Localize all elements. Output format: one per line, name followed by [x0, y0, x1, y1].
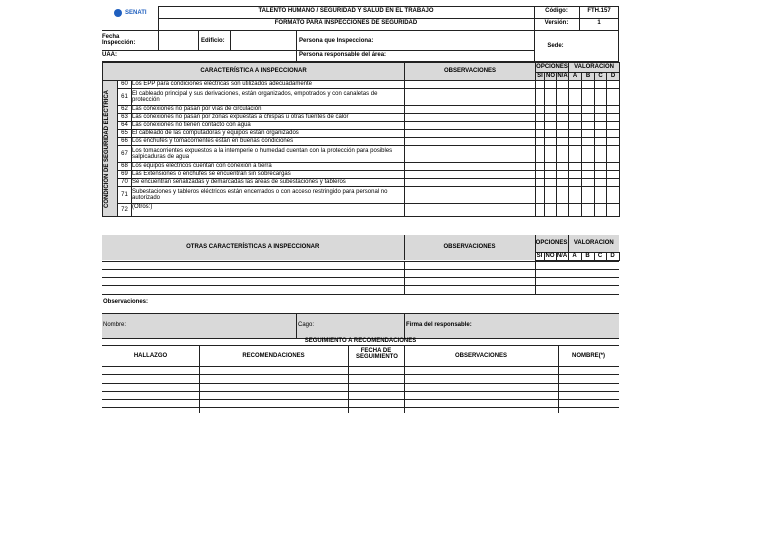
form-title-line2: FORMATO PARA INSPECCIONES DE SEGURIDAD [274, 20, 418, 26]
observacion-cell[interactable] [405, 138, 536, 146]
code-value: FTH.157 [587, 8, 611, 14]
item-number: 66 [118, 138, 132, 146]
table-row [103, 163, 620, 171]
opt-na-2: N/A [556, 252, 568, 259]
observacion-cell[interactable] [405, 171, 536, 179]
table-row [103, 106, 620, 114]
table-row [103, 130, 620, 138]
nombre-label: Nombre: [103, 322, 127, 328]
fecha-inspeccion-label: Fecha Inspección: [102, 34, 136, 46]
val-a-2: A [568, 252, 581, 260]
opt-si-2: SI [536, 252, 543, 259]
col-fecha-seguimiento: FECHA DE SEGUIMIENTO [356, 348, 398, 360]
item-text: Los EPP para condiciones eléctricas son utilizados adecuadamente [132, 81, 405, 89]
observacion-cell[interactable] [405, 146, 536, 163]
item-text: Las Extensiones o enchufes se encuentran sin sobrecargas [132, 171, 405, 179]
table-row [103, 122, 620, 130]
table-row [103, 89, 620, 106]
opt-no: NO [546, 73, 555, 80]
edificio-label: Edificio: [201, 38, 225, 44]
col-hallazgo: HALLAZGO [133, 353, 168, 359]
senati-logo [114, 9, 156, 18]
col-nombre: NOMBRE(*) [572, 353, 605, 359]
item-number: 72 [118, 204, 132, 217]
persona-inspecciona-label: Persona que Inspecciona: [299, 38, 374, 44]
vertical-category-label: CONDICIÓN DE SEGURIDAD ELÉCTRICA [104, 89, 110, 208]
val-b-2: B [581, 252, 594, 260]
item-number: 64 [118, 122, 132, 130]
item-number: 62 [118, 106, 132, 114]
other-inspection-table [102, 235, 620, 261]
col-observaciones: OBSERVACIONES [454, 353, 508, 359]
item-number: 61 [118, 89, 132, 106]
valoracion-header: VALORACION [569, 63, 620, 73]
opciones-header-2: OPCIONES [535, 235, 568, 252]
observaciones-label: Observaciones: [103, 299, 149, 305]
item-number: 63 [118, 114, 132, 122]
val-a: A [569, 73, 582, 81]
table-row [103, 114, 620, 122]
version-value: 1 [597, 20, 601, 26]
electrical-inspection-table [102, 62, 620, 217]
firma-label: Firma del responsable: [406, 322, 472, 328]
senati-logo-icon [114, 9, 122, 17]
table-row [103, 187, 620, 204]
persona-responsable-label: Persona responsable del área: [299, 52, 387, 58]
senati-logo-text: SENATI [125, 10, 147, 16]
item-number: 68 [118, 163, 132, 171]
observacion-cell[interactable] [405, 187, 536, 204]
version-label: Versión: [544, 20, 569, 26]
observacion-cell[interactable] [405, 204, 536, 217]
other-inspection-blank-rows[interactable] [102, 261, 619, 295]
item-text: El cableado de las computadoras y equipos están organizados [132, 130, 405, 138]
vertical-category-cell [103, 81, 118, 217]
item-text[interactable]: (Otros:) [132, 204, 405, 217]
opt-si: SI [537, 73, 543, 80]
table-row [103, 146, 620, 163]
form-header [102, 6, 619, 31]
observaciones-header-2: OBSERVACIONES [404, 235, 535, 260]
signature-row [102, 313, 619, 339]
opt-na: N/A [557, 73, 568, 80]
observaciones-header: OBSERVACIONES [405, 63, 536, 81]
caracteristica-header: CARACTERÍSTICA A INSPECCIONAR [103, 63, 405, 81]
inspection-info [102, 31, 619, 62]
item-number: 71 [118, 187, 132, 204]
observacion-cell[interactable] [405, 89, 536, 106]
table-row [103, 171, 620, 179]
item-number: 65 [118, 130, 132, 138]
val-d: D [607, 73, 620, 81]
item-text: Subestaciones y tableros eléctricos están encerrados o con acceso restringido para personal no autorizado [132, 187, 405, 204]
item-text: Las conexiones no tienen contacto con agua [132, 122, 405, 130]
item-text: Las conexiones no pasan por vías de circulación [132, 106, 405, 114]
seguimiento-title: SEGUIMIENTO A RECOMENDACIONES [304, 338, 417, 344]
item-number: 70 [118, 179, 132, 187]
table-row [103, 81, 620, 89]
item-number: 67 [118, 146, 132, 163]
opt-no-2: NO [545, 252, 555, 259]
observacion-cell[interactable] [405, 106, 536, 114]
val-b: B [582, 73, 595, 81]
code-label: Código: [545, 8, 568, 14]
table-row [103, 138, 620, 146]
table-row [103, 179, 620, 187]
val-c-2: C [594, 252, 606, 260]
item-text: Las conexiones no pasan por zonas expuestas a chispas u otras fuentes de calor [132, 114, 405, 122]
otras-caracteristicas-header: OTRAS CARACTERÍSTICAS A INSPECCIONAR [102, 235, 404, 260]
item-text: El cableado principal y sus derivaciones, están organizados, empotrados y con canaletas de protección [132, 89, 405, 106]
observacion-cell[interactable] [405, 122, 536, 130]
form-title-line1: TALENTO HUMANO / SEGURIDAD Y SALUD EN EL TRABAJO [258, 8, 434, 14]
sede-label: Sede: [547, 43, 564, 49]
cargo-label: Cago: [298, 322, 315, 328]
valoracion-header-2: VALORACION [573, 240, 614, 247]
observacion-cell[interactable] [405, 179, 536, 187]
val-d-2: D [606, 252, 619, 260]
uaa-label: UAA: [102, 52, 117, 58]
item-text: Se encuentran señalizadas y demarcadas las áreas de subestaciones y tableros [132, 179, 405, 187]
observacion-cell[interactable] [405, 114, 536, 122]
observacion-cell[interactable] [405, 81, 536, 89]
item-number: 60 [118, 81, 132, 89]
opciones-header: OPCIONES [536, 63, 569, 73]
item-text: Los equipos eléctricos cuentan con conexión a tierra [132, 163, 405, 171]
table-row [103, 204, 620, 217]
seguimiento-section [102, 338, 619, 413]
col-recomendaciones: RECOMENDACIONES [242, 353, 305, 359]
item-number: 69 [118, 171, 132, 179]
item-text: Los enchufes y tomacorrientes están en buenas condiciones [132, 138, 405, 146]
item-text: Los tomacorrientes expuestos a la intemperie o humedad cuentan con la protección para posibles salpicaduras de agua [132, 146, 405, 163]
val-c: C [595, 73, 607, 81]
observacion-cell[interactable] [405, 163, 536, 171]
observacion-cell[interactable] [405, 130, 536, 138]
